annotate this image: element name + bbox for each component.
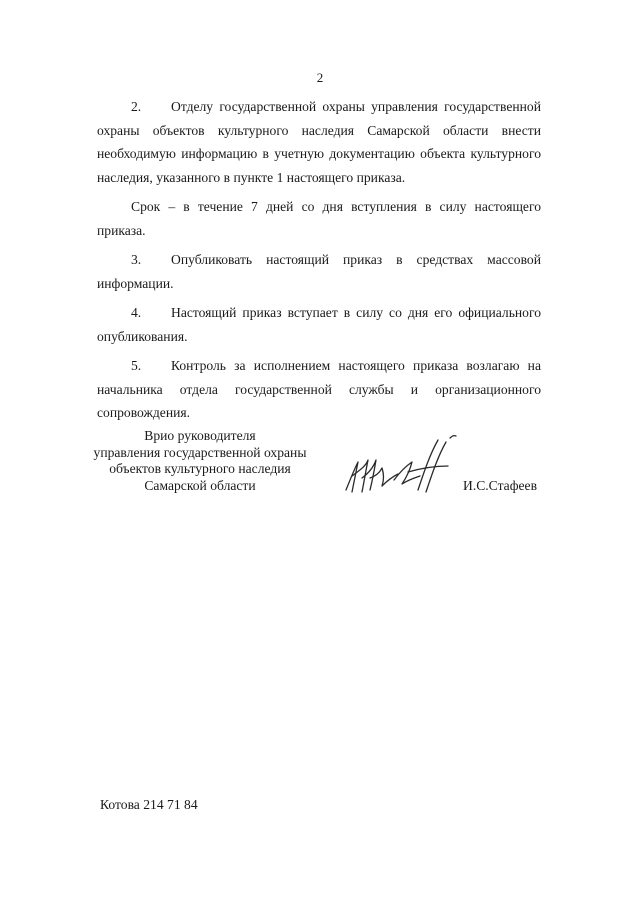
paragraph-deadline (97, 195, 541, 242)
signer-name: И.С.Стафеев (463, 478, 538, 493)
paragraph-number: 5. (131, 358, 142, 373)
handwritten-signature (338, 432, 468, 502)
paragraph-2 (97, 95, 541, 189)
page-number: 2 (316, 70, 324, 85)
paragraph-text: Отделу государственной охраны управления государственной охраны объектов культурного наследия Самарской области внести необходимую информацию в учетную документацию объекта культурного наследия, указанного в пункте 1 настоящего приказа. (97, 99, 541, 185)
paragraph-text: Настоящий приказ вступает в силу со дня его официального опубликования. (97, 305, 541, 344)
executor-contact: Котова 214 71 84 (100, 797, 198, 812)
paragraph-number: 3. (131, 252, 142, 267)
document-body (97, 95, 541, 425)
paragraph-text: Срок – в течение 7 дней со дня вступления в силу настоящего приказа. (97, 199, 541, 238)
signatory-title-line: Самарской области (144, 477, 256, 493)
signatory-title-line: Врио руководителя (144, 428, 256, 443)
signatory-title (80, 428, 320, 494)
paragraph-4 (97, 301, 541, 348)
paragraph-5 (97, 354, 541, 425)
paragraph-number: 2. (131, 99, 142, 114)
paragraph-text: Контроль за исполнением настоящего приказа возлагаю на начальника отдела государственной службы и организационного сопровождения. (97, 358, 541, 420)
signatory-title-line: управления государственной охраны (93, 444, 307, 460)
signatory-title-line: объектов культурного наследия (109, 461, 291, 476)
paragraph-text: Опубликовать настоящий приказ в средствах массовой информации. (97, 252, 541, 291)
paragraph-number: 4. (131, 305, 142, 320)
paragraph-3 (97, 248, 541, 295)
